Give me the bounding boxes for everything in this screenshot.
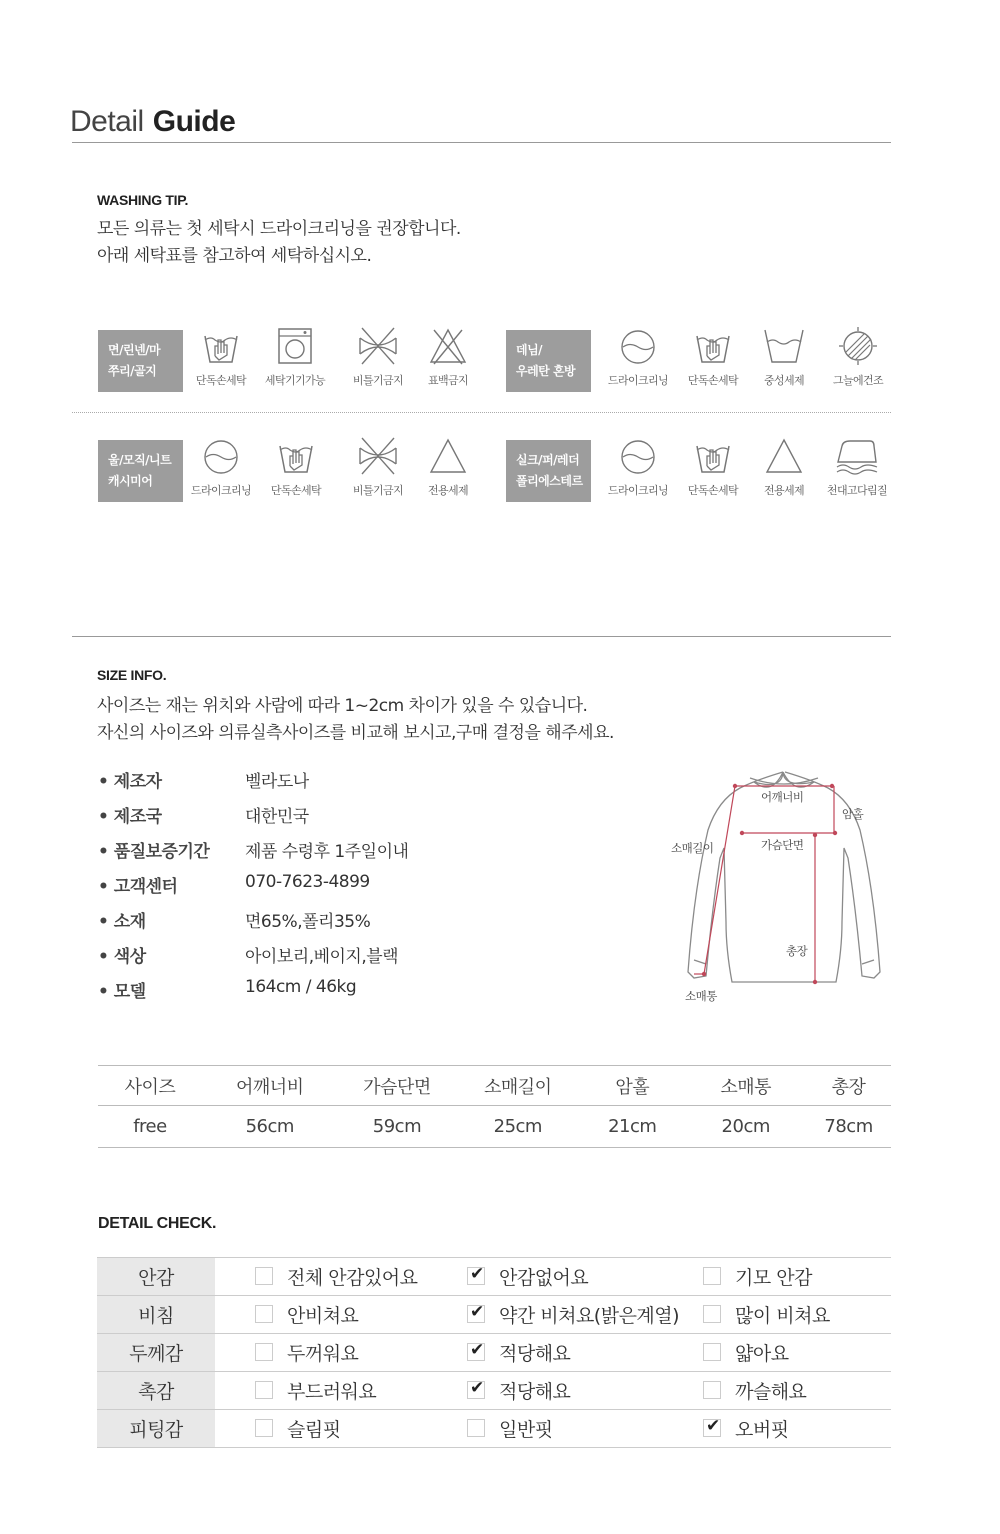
check-option-cell	[467, 1334, 703, 1372]
check-option-cell	[255, 1372, 467, 1410]
dry-clean-icon	[201, 436, 241, 476]
measure-lines	[694, 786, 835, 982]
detail-check-table	[97, 1257, 891, 1448]
care-item	[405, 436, 491, 498]
category-line1: 실크/퍼/레더	[516, 453, 580, 467]
care-label: 비틀기금지	[352, 374, 404, 387]
check-option[interactable]	[703, 1415, 789, 1442]
size-desc-line1: 사이즈는 재는 위치와 사람에 따라 1~2cm 차이가 있을 수 있습니다.	[97, 696, 588, 716]
washing-tip-label: WASHING TIP.	[97, 192, 189, 208]
check-option-label: 일반핏	[499, 1418, 553, 1441]
care-item	[595, 436, 681, 498]
checked-checkbox-icon[interactable]	[703, 1419, 721, 1437]
hand-wash-icon	[693, 436, 733, 476]
checkbox-icon[interactable]	[467, 1419, 485, 1437]
info-value: 아이보리,베이지,블랙	[245, 947, 399, 967]
dry-clean-icon	[618, 326, 658, 366]
check-option[interactable]	[255, 1263, 418, 1290]
check-option-cell	[703, 1410, 891, 1448]
cell-sleeve-width: 20cm	[685, 1106, 806, 1148]
check-option[interactable]	[467, 1339, 570, 1366]
checkbox-icon[interactable]	[703, 1305, 721, 1323]
category-wool-knit	[98, 440, 183, 502]
dry-clean-icon	[618, 436, 658, 476]
col-shoulder: 어깨너비	[202, 1066, 338, 1106]
check-option-label: 안감없어요	[499, 1266, 589, 1289]
check-row-thickness	[97, 1334, 891, 1372]
garment-measurement-diagram	[660, 760, 900, 1020]
check-option-label: 전체 안감있어요	[287, 1266, 418, 1289]
check-option[interactable]	[703, 1301, 830, 1328]
special-detergent-icon	[428, 436, 468, 476]
checkbox-icon[interactable]	[255, 1343, 273, 1361]
checked-checkbox-icon[interactable]	[467, 1267, 485, 1285]
hand-wash-icon	[276, 436, 316, 476]
care-item	[814, 436, 900, 498]
check-option-label: 적당해요	[499, 1342, 571, 1365]
check-option-label: 기모 안감	[735, 1266, 812, 1289]
header-divider	[72, 142, 891, 143]
label-sleeve-length: 소매길이	[671, 841, 714, 855]
size-table-header	[98, 1066, 891, 1106]
special-detergent-icon	[764, 436, 804, 476]
size-description	[97, 693, 614, 747]
title-bold: Guide	[152, 105, 236, 138]
check-spacer	[215, 1258, 255, 1296]
check-row-lining	[97, 1258, 891, 1296]
checkbox-icon[interactable]	[255, 1419, 273, 1437]
check-option[interactable]	[467, 1377, 570, 1404]
care-label: 단독손세탁	[687, 484, 739, 497]
washing-desc-line1: 모든 의류는 첫 세탁시 드라이크리닝을 권장합니다.	[97, 219, 461, 239]
label-chest: 가슴단면	[761, 838, 804, 852]
no-wring-icon	[356, 326, 400, 366]
check-option-label: 부드러워요	[287, 1380, 377, 1403]
care-label: 중성세제	[763, 374, 805, 387]
care-label: 드라이크리닝	[190, 484, 252, 497]
check-row-header: 피팅감	[97, 1410, 215, 1448]
check-option-cell	[255, 1410, 467, 1448]
check-row-header: 안감	[97, 1258, 215, 1296]
label-armhole: 암홀	[842, 807, 864, 821]
checkbox-icon[interactable]	[255, 1267, 273, 1285]
check-option-cell	[703, 1258, 891, 1296]
hand-wash-icon	[693, 326, 733, 366]
cell-chest: 59cm	[338, 1106, 457, 1148]
cloth-iron-icon	[834, 436, 880, 476]
label-sleeve-width: 소매통	[685, 989, 717, 1003]
care-label: 천대고다림질	[826, 484, 888, 497]
check-spacer	[215, 1296, 255, 1334]
checkbox-icon[interactable]	[255, 1305, 273, 1323]
table-row	[98, 1106, 891, 1148]
category-line2: 쭈리/골지	[108, 364, 157, 378]
washing-divider	[72, 412, 891, 413]
title-light: Detail	[70, 105, 144, 138]
section-divider	[72, 636, 891, 637]
checkbox-icon[interactable]	[255, 1381, 273, 1399]
checked-checkbox-icon[interactable]	[467, 1305, 485, 1323]
no-wring-icon	[356, 436, 400, 476]
care-item	[178, 436, 264, 498]
cell-armhole: 21cm	[579, 1106, 685, 1148]
check-option[interactable]	[255, 1301, 358, 1328]
care-item	[253, 436, 339, 498]
checked-checkbox-icon[interactable]	[467, 1381, 485, 1399]
category-silk-fur	[506, 440, 591, 502]
category-cotton-linen	[98, 330, 183, 392]
check-option-label: 얇아요	[735, 1342, 789, 1365]
check-row-header: 비침	[97, 1296, 215, 1334]
category-line1: 면/린넨/마	[108, 343, 161, 357]
check-row-fit	[97, 1410, 891, 1448]
measure-points	[702, 784, 837, 984]
info-key: • 소재	[98, 912, 146, 932]
size-desc-line2: 자신의 사이즈와 의류실측사이즈를 비교해 보시고,구매 결정을 해주세요.	[97, 723, 614, 743]
category-denim	[506, 330, 591, 392]
category-line1: 울/모직/니트	[108, 453, 172, 467]
cell-shoulder: 56cm	[202, 1106, 338, 1148]
care-label: 드라이크리닝	[607, 484, 669, 497]
check-option-cell	[467, 1258, 703, 1296]
info-key: • 품질보증기간	[98, 842, 210, 862]
care-item	[405, 326, 491, 388]
page-title	[70, 104, 235, 139]
info-key: • 모델	[98, 982, 146, 1002]
check-row-header: 두께감	[97, 1334, 215, 1372]
checkbox-icon[interactable]	[703, 1267, 721, 1285]
detail-check-label: DETAIL CHECK.	[98, 1215, 217, 1232]
care-label: 그늘에건조	[832, 374, 884, 387]
check-row-texture	[97, 1372, 891, 1410]
check-option-label: 적당해요	[499, 1380, 571, 1403]
care-label: 단독손세탁	[687, 374, 739, 387]
shade-dry-icon	[836, 326, 880, 366]
info-value: 대한민국	[245, 807, 309, 827]
checkbox-icon[interactable]	[703, 1381, 721, 1399]
col-sleeve-length: 소매길이	[456, 1066, 579, 1106]
care-label: 비틀기금지	[352, 484, 404, 497]
info-value: 면65%,폴리35%	[245, 912, 371, 932]
check-option-label: 약간 비쳐요(밝은계열)	[499, 1304, 680, 1327]
check-option[interactable]	[255, 1415, 341, 1442]
no-bleach-icon	[428, 326, 468, 366]
washing-desc-line2: 아래 세탁표를 참고하여 세탁하십시오.	[97, 246, 372, 266]
check-option-label: 많이 비쳐요	[735, 1304, 830, 1327]
checked-checkbox-icon[interactable]	[467, 1343, 485, 1361]
check-option[interactable]	[255, 1377, 376, 1404]
care-label: 단독손세탁	[270, 484, 322, 497]
category-line2: 캐시미어	[108, 474, 153, 488]
care-label: 전용세제	[763, 484, 805, 497]
info-key: • 제조국	[98, 807, 162, 827]
check-option-cell	[255, 1334, 467, 1372]
check-option-cell	[703, 1296, 891, 1334]
info-value: 벨라도나	[245, 772, 309, 792]
washing-machine-icon	[275, 326, 315, 366]
check-option[interactable]	[255, 1339, 358, 1366]
label-shoulder: 어깨너비	[761, 790, 804, 804]
category-line2: 폴리에스테르	[516, 474, 583, 488]
checkbox-icon[interactable]	[703, 1343, 721, 1361]
check-option-cell	[703, 1334, 891, 1372]
check-option[interactable]	[467, 1263, 588, 1290]
cell-size: free	[98, 1106, 202, 1148]
check-row-header: 촉감	[97, 1372, 215, 1410]
check-spacer	[215, 1334, 255, 1372]
check-option-cell	[467, 1372, 703, 1410]
info-key: • 제조자	[98, 772, 162, 792]
check-option-cell	[467, 1410, 703, 1448]
size-table	[98, 1065, 891, 1148]
col-total-length: 총장	[806, 1066, 891, 1106]
care-label: 전용세제	[427, 484, 469, 497]
col-size: 사이즈	[98, 1066, 202, 1106]
care-label: 단독손세탁	[195, 374, 247, 387]
check-option-cell	[255, 1296, 467, 1334]
check-option-label: 안비쳐요	[287, 1304, 359, 1327]
care-label: 표백금지	[427, 374, 469, 387]
check-option-cell	[467, 1296, 703, 1334]
size-info-label: SIZE INFO.	[97, 667, 167, 683]
hand-wash-icon	[201, 326, 241, 366]
care-item	[595, 326, 681, 388]
info-key: • 색상	[98, 947, 146, 967]
check-option-label: 까슬해요	[735, 1380, 807, 1403]
check-option-label: 슬림핏	[287, 1418, 341, 1441]
col-chest: 가슴단면	[338, 1066, 457, 1106]
cell-total-length: 78cm	[806, 1106, 891, 1148]
category-line1: 데님/	[516, 343, 543, 357]
info-value: 164cm / 46kg	[245, 977, 357, 997]
check-option-label: 두꺼워요	[287, 1342, 359, 1365]
check-option[interactable]	[703, 1263, 812, 1290]
col-sleeve-width: 소매통	[685, 1066, 806, 1106]
neutral-detergent-icon	[762, 326, 806, 366]
check-option-cell	[703, 1372, 891, 1410]
check-option[interactable]	[467, 1415, 553, 1442]
check-option[interactable]	[703, 1339, 789, 1366]
check-option[interactable]	[703, 1377, 806, 1404]
care-label: 드라이크리닝	[607, 374, 669, 387]
check-row-sheerness	[97, 1296, 891, 1334]
check-spacer	[215, 1372, 255, 1410]
care-item	[815, 326, 901, 388]
check-option[interactable]	[467, 1301, 679, 1328]
cell-sleeve-length: 25cm	[456, 1106, 579, 1148]
info-value: 제품 수령후 1주일이내	[245, 842, 409, 862]
check-spacer	[215, 1410, 255, 1448]
check-option-cell	[255, 1258, 467, 1296]
label-total-length: 총장	[786, 944, 808, 958]
care-label: 세탁기기가능	[264, 374, 326, 387]
care-item	[252, 326, 338, 388]
col-armhole: 암홀	[579, 1066, 685, 1106]
category-line2: 우레탄 혼방	[516, 364, 576, 378]
check-option-label: 오버핏	[735, 1418, 789, 1441]
info-value: 070-7623-4899	[245, 872, 370, 892]
washing-description	[97, 216, 461, 270]
info-key: • 고객센터	[98, 877, 178, 897]
